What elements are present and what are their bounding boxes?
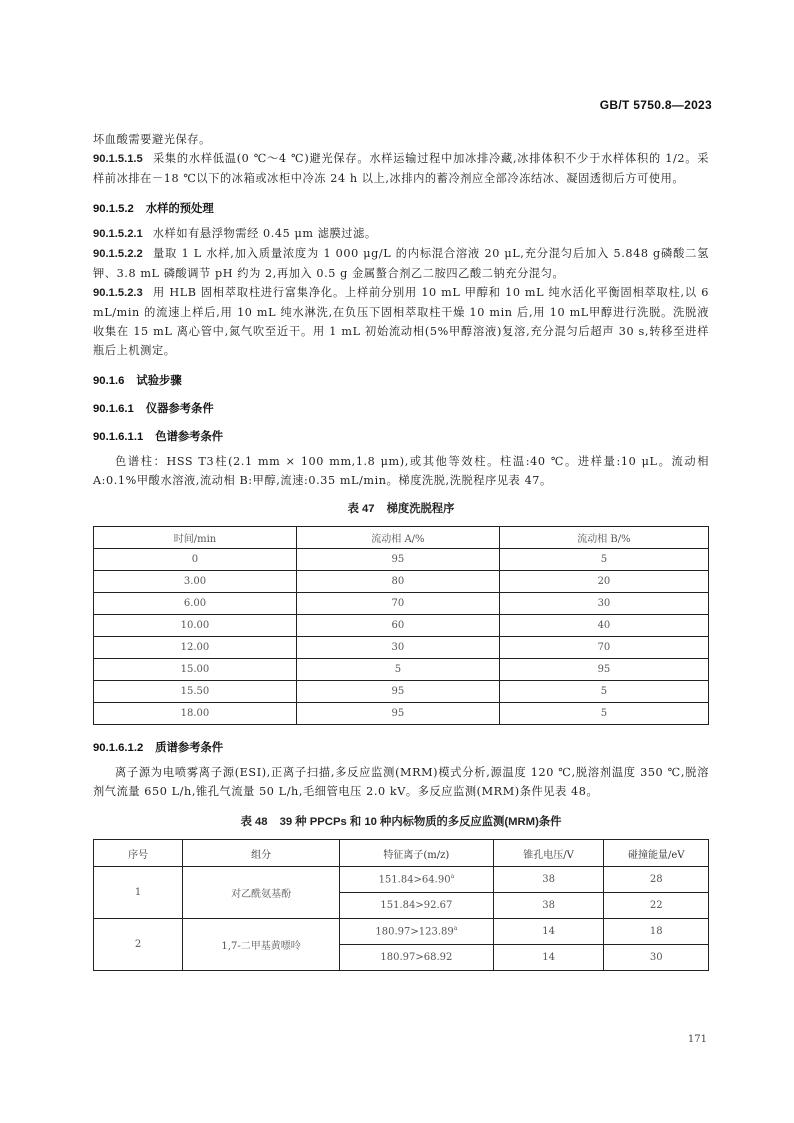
clause-90-1-5-2-1 <box>93 224 709 244</box>
table-row <box>94 703 709 725</box>
heading-number: 90.1.5.2 <box>93 203 134 215</box>
table-cell: 30 <box>296 637 499 659</box>
table-row <box>94 593 709 615</box>
quantifier-mark: a <box>453 925 458 933</box>
table-row <box>94 659 709 681</box>
clause-90-1-5-2-3 <box>93 283 709 360</box>
table-cell: 70 <box>499 637 708 659</box>
heading-text: 水样的预处理 <box>145 203 214 215</box>
table-47 <box>93 526 709 725</box>
table-cell: 60 <box>296 615 499 637</box>
ion-transition <box>339 945 493 971</box>
table-48 <box>93 839 709 971</box>
cone-voltage: 14 <box>493 945 604 971</box>
table-number: 表 48 <box>240 816 268 828</box>
section-heading <box>93 428 709 444</box>
clause-text: 水样如有悬浮物需经 0.45 μm 滤膜过滤。 <box>152 227 377 240</box>
ion-value: 151.84>92.67 <box>380 900 453 911</box>
table-cell: 30 <box>499 593 708 615</box>
quantifier-mark: a <box>450 873 455 881</box>
table-title: 梯度洗脱程序 <box>386 503 455 515</box>
column-header: 流动相 B/% <box>499 527 708 549</box>
table-cell: 95 <box>499 659 708 681</box>
table-cell: 5 <box>296 659 499 681</box>
clause-text: 采集的水样低温(0 ℃～4 ℃)避光保存。水样运输过程中加冰排冷藏,冰排体积不少于水样体积的 1/2。采样前冰排在－18 ℃以下的冰箱或冰柜中冷冻 24 h 以上,冰排内的蓄冷剂应全部冷冻结冰、凝固透彻后方可使用。 <box>93 152 709 185</box>
table-cell: 3.00 <box>94 571 297 593</box>
heading-number: 90.1.6 <box>93 375 125 387</box>
heading-text: 色谱参考条件 <box>155 431 224 443</box>
clause-90-1-5-2-2 <box>93 244 709 283</box>
table-number: 表 47 <box>347 503 375 515</box>
column-header: 碰撞能量/eV <box>604 840 709 867</box>
table-cell: 40 <box>499 615 708 637</box>
table-cell: 20 <box>499 571 708 593</box>
section-heading <box>93 400 709 416</box>
clause-number: 90.1.5.2.3 <box>93 287 143 299</box>
table-row <box>94 637 709 659</box>
table-47-caption <box>93 500 709 516</box>
table-cell: 0 <box>94 549 297 571</box>
table-cell: 10.00 <box>94 615 297 637</box>
heading-number: 90.1.6.1.1 <box>93 431 144 443</box>
table-row <box>94 919 709 945</box>
page-number: 171 <box>687 1034 707 1045</box>
table-cell: 5 <box>499 703 708 725</box>
table-cell: 6.00 <box>94 593 297 615</box>
table-cell: 18.00 <box>94 703 297 725</box>
ion-transition <box>339 893 493 919</box>
clause-number: 90.1.5.2.1 <box>93 228 143 240</box>
collision-energy: 28 <box>604 867 709 893</box>
paragraph: 坏血酸需要避光保存。 <box>93 133 211 146</box>
column-header: 序号 <box>94 840 183 867</box>
clause-90-1-5-1-5 <box>93 149 709 188</box>
clause-number: 90.1.5.1.5 <box>93 153 143 165</box>
table-header-row <box>94 840 709 867</box>
table-cell: 5 <box>499 549 708 571</box>
clause-text: 量取 1 L 水样,加入质量浓度为 1 000 μg/L 的内标混合溶液 20 μL,充分混匀后加入 5.848 g磷酸二氢钾、3.8 mL 磷酸调节 pH 约为 2,再加入 0.5 g 金属螯合剂乙二胺四乙酸二钠充分混匀。 <box>93 247 709 280</box>
cone-voltage: 38 <box>493 893 604 919</box>
table-cell: 15.00 <box>94 659 297 681</box>
ion-transition <box>339 919 493 945</box>
column-header: 组分 <box>183 840 340 867</box>
heading-text: 质谱参考条件 <box>155 742 224 754</box>
clause-text: 用 HLB 固相萃取柱进行富集净化。上样前分别用 10 mL 甲醇和 10 mL 纯水活化平衡固相萃取柱,以 6 mL/min 的流速上样后,用 10 mL 纯水淋洗,在负压下固相萃取柱干燥 10 min 后,用 10 mL甲醇进行洗脱。洗脱液收集在 15 mL 离心管中,氮气吹至近干。用 1 mL 初始流动相(5%甲醇溶液)复溶,充分混匀后超声 30 s,转移至进样瓶后上机测定。 <box>93 286 709 357</box>
collision-energy: 30 <box>604 945 709 971</box>
table-cell: 95 <box>296 681 499 703</box>
table-48-caption <box>93 813 709 829</box>
collision-energy: 22 <box>604 893 709 919</box>
paragraph-mass-spec: 离子源为电喷雾离子源(ESI),正离子扫描,多反应监测(MRM)模式分析,源温度 120 ℃,脱溶剂温度 350 ℃,脱溶剂气流量 650 L/h,锥孔气流量 50 L/h,毛细管电压 2.0 kV。多反应监测(MRM)条件见表 48。 <box>93 766 709 798</box>
table-cell: 95 <box>296 703 499 725</box>
column-header: 流动相 A/% <box>296 527 499 549</box>
heading-number: 90.1.6.1.2 <box>93 742 144 754</box>
column-header: 时间/min <box>94 527 297 549</box>
ion-value: 151.84>64.90 <box>378 874 451 886</box>
ion-value: 180.97>68.92 <box>380 952 453 963</box>
document-body <box>93 130 709 971</box>
heading-text: 仪器参考条件 <box>145 403 214 415</box>
table-cell: 70 <box>296 593 499 615</box>
compound-name: 对乙酰氨基酚 <box>183 867 340 919</box>
heading-text: 试验步骤 <box>136 375 182 387</box>
document-code: GB/T 5750.8—2023 <box>599 98 712 112</box>
table-cell: 95 <box>296 549 499 571</box>
table-row <box>94 615 709 637</box>
compound-id: 2 <box>94 919 183 971</box>
table-header-row <box>94 527 709 549</box>
ion-transition <box>339 867 493 893</box>
table-row <box>94 571 709 593</box>
table-cell: 5 <box>499 681 708 703</box>
section-heading <box>93 739 709 755</box>
heading-number: 90.1.6.1 <box>93 403 134 415</box>
collision-energy: 18 <box>604 919 709 945</box>
table-row <box>94 867 709 893</box>
table-cell: 80 <box>296 571 499 593</box>
table-row <box>94 549 709 571</box>
table-row <box>94 681 709 703</box>
column-header: 锥孔电压/V <box>493 840 604 867</box>
column-header: 特征离子(m/z) <box>339 840 493 867</box>
section-heading <box>93 372 709 388</box>
table-cell: 12.00 <box>94 637 297 659</box>
table-cell: 15.50 <box>94 681 297 703</box>
table-title: 39 种 PPCPs 和 10 种内标物质的多反应监测(MRM)条件 <box>279 816 562 828</box>
section-heading <box>93 200 709 216</box>
cone-voltage: 14 <box>493 919 604 945</box>
clause-number: 90.1.5.2.2 <box>93 248 143 260</box>
compound-id: 1 <box>94 867 183 919</box>
cone-voltage: 38 <box>493 867 604 893</box>
compound-name: 1,7-二甲基黄嘌呤 <box>183 919 340 971</box>
ion-value: 180.97>123.89 <box>375 926 454 938</box>
paragraph-chromatography: 色谱柱：HSS T3柱(2.1 mm × 100 mm,1.8 μm),或其他等效柱。柱温:40 ℃。进样量:10 μL。流动相 A:0.1%甲酸水溶液,流动相 B:甲醇,流速:0.35 mL/min。梯度洗脱,洗脱程序见表 47。 <box>93 455 709 487</box>
